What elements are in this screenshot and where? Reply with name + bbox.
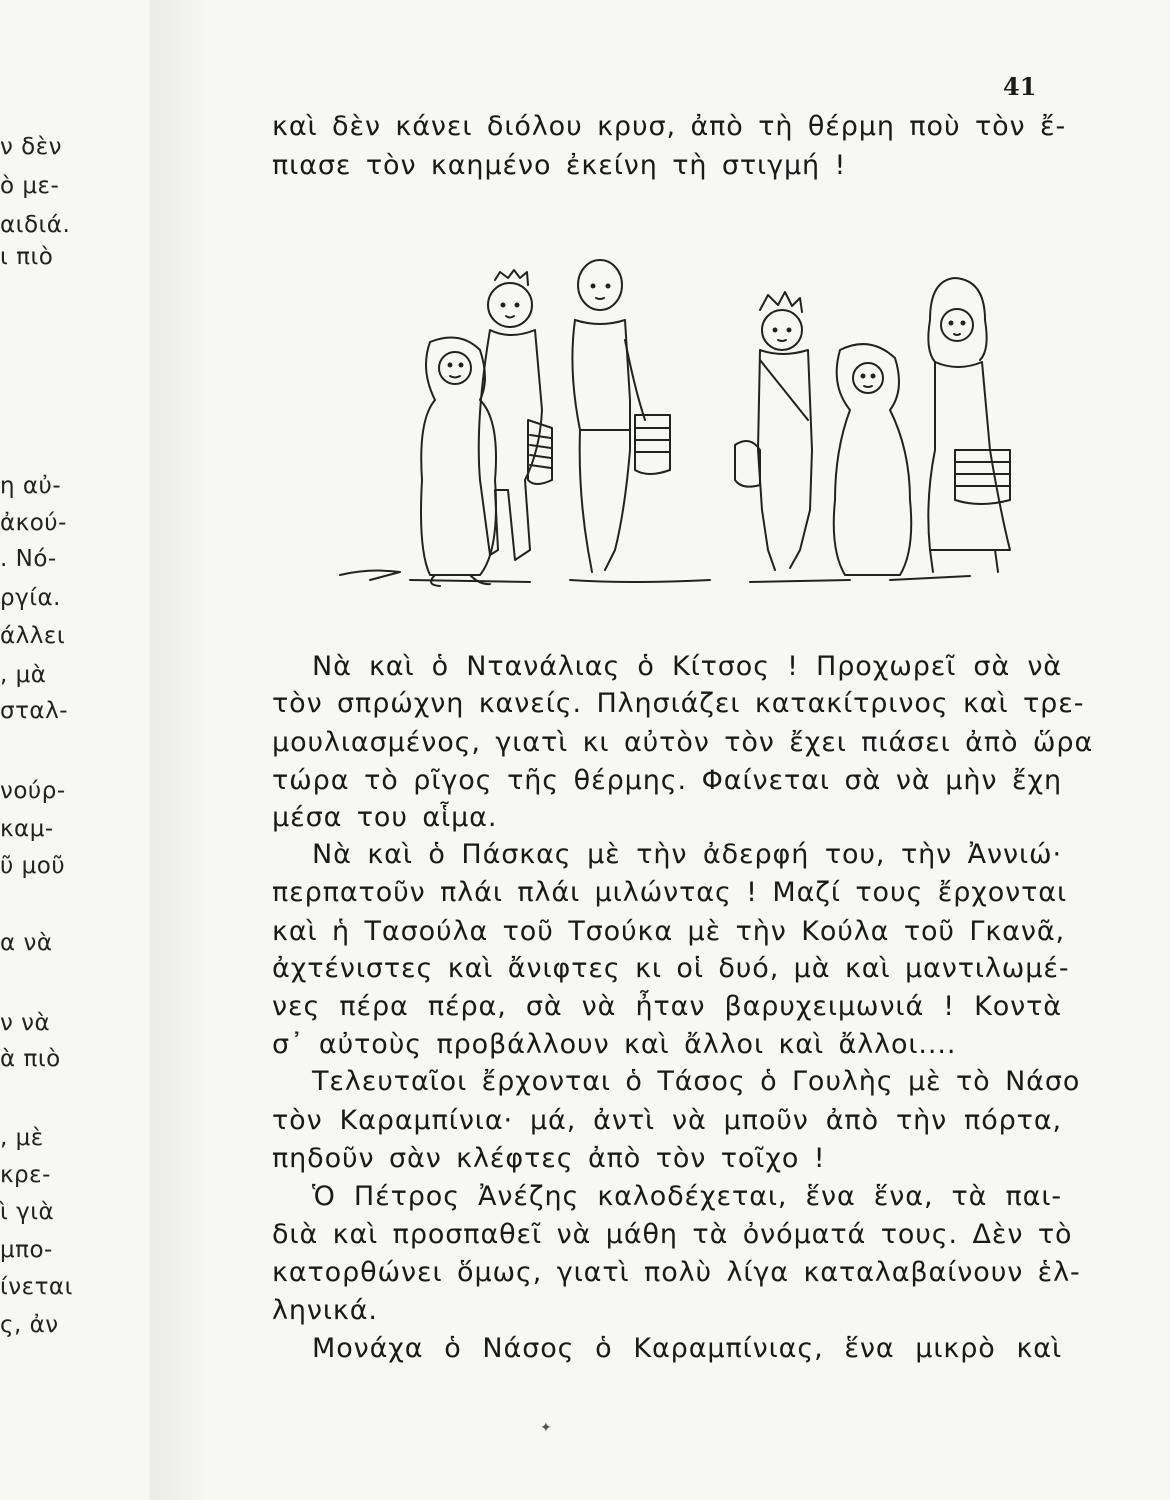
left-fragment: η αὐ- <box>0 473 62 499</box>
left-fragment: ἀκού- <box>0 510 67 536</box>
page-number: 41 <box>1003 72 1037 101</box>
text-line: καὶ ἡ Τασούλα τοῦ Τσούκα μὲ τὴν Κούλα τοῦ Γκανᾶ, <box>272 916 1066 947</box>
text-line: Νὰ καὶ ὁ Πάσκας μὲ τὴν ἀδερφή του, τὴν Ἀννιώ· <box>312 839 1062 870</box>
text-line: Νὰ καὶ ὁ Ντανάλιας ὁ Κίτσος ! Προχωρεῖ σὰ νὰ <box>312 651 1062 682</box>
printer-mark-icon: ✦ <box>540 1420 552 1436</box>
text-line: Μονάχα ὁ Νάσος ὁ Καραμπίνιας, ἕνα μικρὸ καὶ <box>312 1333 1062 1364</box>
child-figure <box>735 292 812 570</box>
left-fragment: . Νό- <box>0 546 57 572</box>
left-fragment: ίνεται <box>0 1274 73 1300</box>
left-fragment: α νὰ <box>0 930 53 956</box>
left-fragment: ν νὰ <box>0 1010 51 1036</box>
text-line: τὸν Καραμπίνια· μά, ἀντὶ νὰ μποῦν ἀπὸ τὴν πόρτα, <box>272 1105 1062 1136</box>
left-fragment: ν δὲν <box>0 134 63 160</box>
text-line: κατορθώνει ὅμως, γιατὶ πολὺ λίγα καταλαβαίνουν ἑλ- <box>272 1257 1081 1288</box>
text-line: μουλιασμένος, γιατὶ κι αὐτὸν τὸν ἔχει πιάσει ἀπὸ ὥρα <box>272 727 1094 758</box>
child-figure <box>928 278 1010 572</box>
text-line: τώρα τὸ ρῖγος τῆς θέρμης. Φαίνεται σὰ νὰ μὴν ἔχη <box>272 765 1062 796</box>
left-fragment: σταλ- <box>0 698 68 724</box>
left-fragment: , μὲ <box>0 1125 44 1151</box>
text-line: ἀχτένιστες καὶ ἄνιφτες κι οἱ δυό, μὰ καὶ μαντιλωμέ- <box>272 953 1070 984</box>
text-line: πηδοῦν σὰν κλέφτες ἀπὸ τὸν τοῖχο ! <box>272 1143 826 1174</box>
text-line: Τελευταῖοι ἔρχονται ὁ Τάσος ὁ Γουλὴς μὲ τὸ Νάσο <box>312 1066 1081 1097</box>
child-figure <box>572 260 670 572</box>
left-fragment: ὸ με- <box>0 173 60 199</box>
text-line: σ᾽ αὐτοὺς προβάλλουν καὶ ἄλλοι καὶ ἄλλοι.... <box>272 1029 957 1060</box>
text-line: καὶ δὲν κάνει διόλου κρυσ, ἀπὸ τὴ θέρμη ποὺ τὸν ἔ- <box>272 111 1067 142</box>
text-line: νες πέρα πέρα, σὰ νὰ ἦταν βαρυχειμωνιά ! Κοντὰ <box>272 991 1062 1022</box>
left-fragment: ργία. <box>0 585 61 611</box>
left-page-fragments <box>0 0 120 1500</box>
text-line: περπατοῦν πλάι πλάι μιλώντας ! Μαζί τους ἔρχονται <box>272 877 1068 908</box>
text-line: τὸν σπρώχνη κανείς. Πλησιάζει κατακίτρινος καὶ τρε- <box>272 688 1085 719</box>
child-figure <box>834 344 912 575</box>
left-fragment: νούρ- <box>0 778 66 804</box>
left-fragment: αιδιά. <box>0 212 71 238</box>
left-fragment: καμ- <box>0 816 54 842</box>
left-fragment: κρε- <box>0 1162 51 1188</box>
left-fragment: , μὰ <box>0 662 47 688</box>
text-line: πιασε τὸν καημένο ἐκείνη τὴ στιγμή ! <box>272 150 847 181</box>
child-figure <box>421 338 496 587</box>
left-fragment: ς, ἀν <box>0 1312 59 1338</box>
text-line: διὰ καὶ προσπαθεῖ νὰ μάθη τὰ ὀνόματά τους. Δὲν τὸ <box>272 1219 1073 1250</box>
page-gutter-shadow <box>150 0 210 1500</box>
text-line: Ὁ Πέτρος Ἀνέζης καλοδέχεται, ἕνα ἕνα, τὰ παι- <box>312 1181 1062 1212</box>
text-line: ληνικά. <box>272 1295 378 1326</box>
left-fragment: άλλει <box>0 623 66 649</box>
left-fragment: ὶ γιὰ <box>0 1199 55 1225</box>
left-fragment: ῦ μοῦ <box>0 853 66 879</box>
text-line: μέσα του αἷμα. <box>272 802 498 833</box>
children-illustration <box>330 250 1050 610</box>
left-fragment: ὰ πιὸ <box>0 1046 61 1072</box>
left-fragment: μπο- <box>0 1237 53 1263</box>
left-fragment: ι πιὸ <box>0 244 54 270</box>
